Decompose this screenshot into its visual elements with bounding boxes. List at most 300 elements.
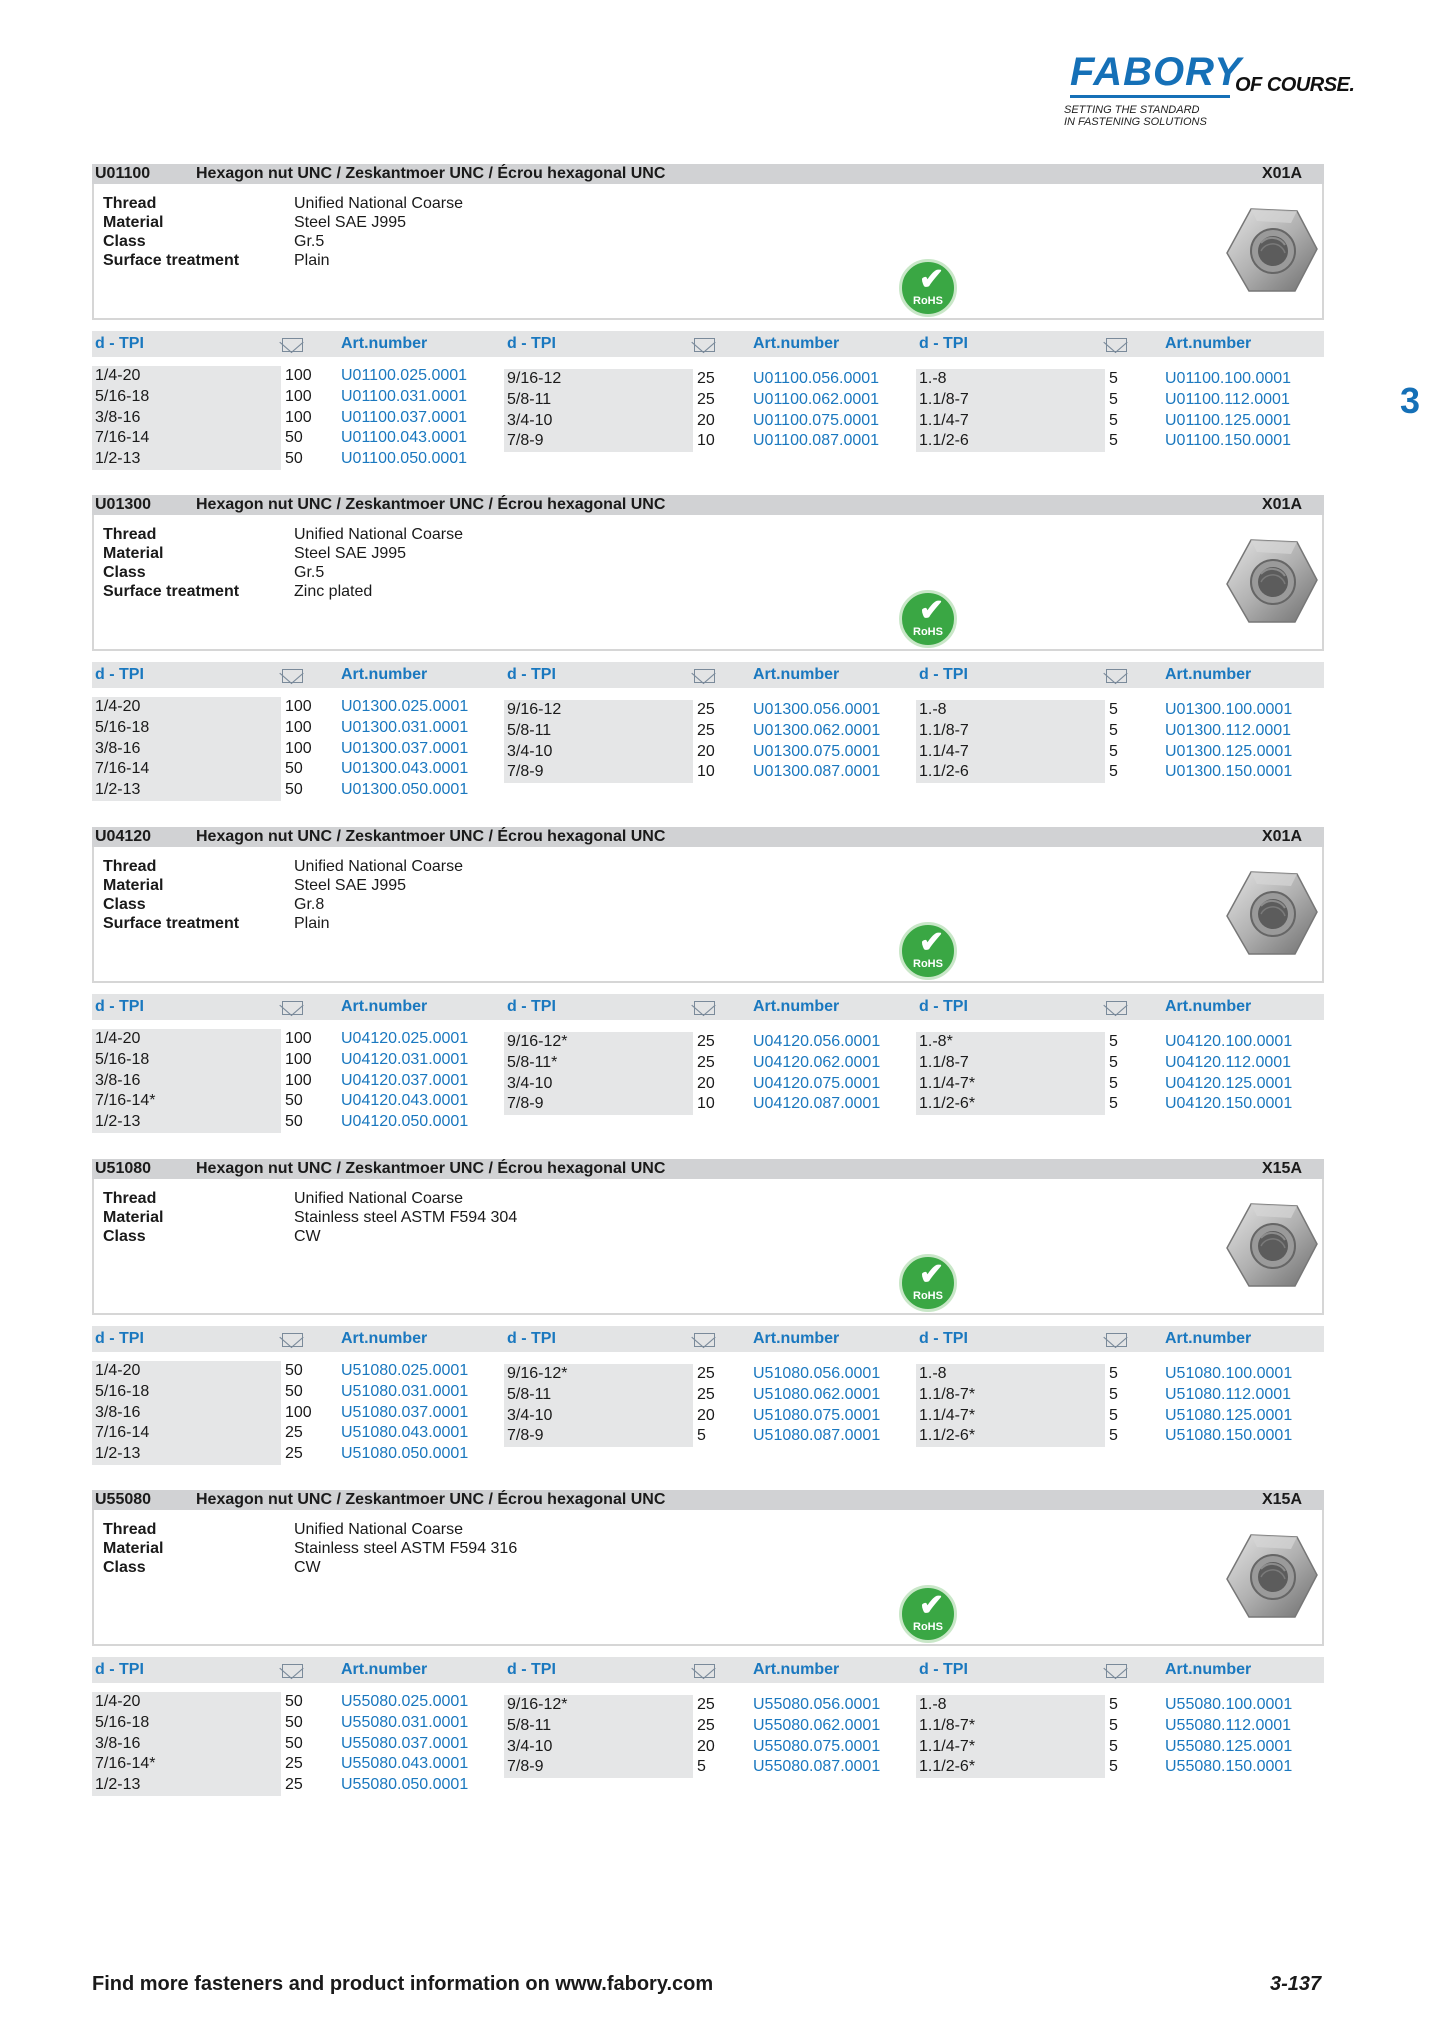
article-number-link[interactable]: U01300.025.0001 [341,698,469,715]
pack-qty-cell: 100 [285,718,312,736]
pack-qty-cell: 25 [285,1424,303,1442]
product-code: U01100 [95,165,151,182]
spec-value: Steel SAE J995 [294,214,407,231]
article-number-link[interactable]: U55080.056.0001 [753,1696,881,1713]
spec-value: Gr.8 [294,896,325,913]
pack-qty-cell: 5 [1109,370,1118,387]
pack-qty-cell: 100 [285,367,312,384]
column-header-size: d - TPI [507,666,556,683]
size-cell: 9/16-12* [507,1365,568,1382]
section-header [92,164,1324,184]
article-number-link[interactable]: U55080.150.0001 [1165,1758,1293,1776]
envelope-icon [694,1001,715,1015]
article-number-link[interactable]: U01300.056.0001 [753,701,881,718]
pack-qty-cell: 5 [1109,1385,1118,1403]
size-cell: 1.1/2-6 [919,432,969,450]
product-section [92,164,1324,484]
pack-qty-cell: 5 [1109,1696,1118,1713]
article-number-link[interactable]: U01100.050.0001 [341,450,468,468]
column-header-article: Art.number [341,998,428,1015]
pack-qty-cell: 100 [285,1071,312,1089]
column-header-size: d - TPI [507,1661,556,1678]
article-number-link[interactable]: U04120.062.0001 [753,1053,881,1071]
size-cell: 3/8-16 [95,739,141,757]
pack-qty-cell: 5 [1109,1716,1118,1734]
article-number-link[interactable]: U51080.075.0001 [753,1406,881,1424]
product-code: U51080 [95,1160,152,1177]
spec-label: Material [103,1540,164,1557]
article-number-link[interactable]: U51080.100.0001 [1165,1365,1293,1382]
article-number-link[interactable]: U51080.025.0001 [341,1362,469,1379]
article-number-link[interactable]: U01300.037.0001 [341,739,469,757]
product-title: Hexagon nut UNC / Zeskantmoer UNC / Écrou hexagonal UNC [196,1160,666,1177]
article-number-link[interactable]: U01100.112.0001 [1165,390,1290,408]
article-number-link[interactable]: U51080.125.0001 [1165,1406,1293,1424]
product-code: U55080 [95,1491,152,1508]
spec-label: Thread [103,195,157,212]
column-header-size: d - TPI [919,1661,968,1678]
pack-qty-cell: 100 [285,408,312,426]
article-number-link[interactable]: U55080.075.0001 [753,1737,881,1755]
article-number-link[interactable]: U01100.056.0001 [753,370,880,387]
size-cell: 1/2-13 [95,781,141,799]
size-cell: 1.1/2-6* [919,1427,976,1445]
size-cell: 1.1/2-6* [919,1758,976,1776]
spec-box [92,1179,1324,1315]
catalog-code: X01A [1261,165,1302,182]
rohs-badge [899,1585,957,1643]
size-cell: 1.-8 [919,701,947,718]
tagline-line-2: IN FASTENING SOLUTIONS [1064,116,1207,128]
column-header-article: Art.number [341,1661,428,1678]
article-number-link[interactable]: U01100.087.0001 [753,432,880,450]
spec-value: Steel SAE J995 [294,545,407,562]
logo-suffix: OF COURSE. [1235,74,1355,96]
column-header-size: d - TPI [919,335,968,352]
product-section [92,1490,1324,1810]
pack-qty-cell: 50 [285,429,303,447]
product-title: Hexagon nut UNC / Zeskantmoer UNC / Écrou hexagonal UNC [196,496,666,513]
fabory-logo [1060,50,1360,140]
tagline-line-1: SETTING THE STANDARD [1064,104,1200,116]
size-cell: 1/4-20 [95,1362,141,1379]
size-cell: 3/8-16 [95,1403,141,1421]
article-number-link[interactable]: U51080.037.0001 [341,1403,469,1421]
spec-label: Thread [103,858,157,875]
rohs-label: RoHS [913,626,943,638]
spec-box [92,515,1324,651]
article-number-link[interactable]: U55080.087.0001 [753,1758,881,1776]
article-number-link[interactable]: U51080.062.0001 [753,1385,881,1403]
size-cell: 7/16-14* [95,1755,156,1773]
size-cell: 7/16-14* [95,1092,156,1110]
section-header [92,827,1324,847]
pack-qty-cell: 100 [285,1030,312,1047]
product-section [92,495,1324,815]
checkmark-icon: ✔ [919,594,945,627]
size-cell: 7/16-14 [95,760,150,778]
article-number-link[interactable]: U04120.150.0001 [1165,1095,1293,1113]
pack-qty-cell: 5 [1109,742,1118,760]
pack-qty-cell: 25 [697,1053,715,1071]
column-header-size: d - TPI [919,1330,968,1347]
article-number-link[interactable]: U04120.043.0001 [341,1092,469,1110]
pack-qty-cell: 5 [1109,1074,1118,1092]
footer-text: Find more fasteners and product information on www.fabory.com [92,1973,714,1995]
pack-qty-cell: 100 [285,739,312,757]
size-cell: 7/8-9 [507,432,544,450]
size-cell: 1.1/4-7* [919,1074,976,1092]
column-header-article: Art.number [1165,666,1252,683]
size-cell: 1/2-13 [95,1113,141,1131]
spec-value: CW [294,1228,321,1245]
pack-qty-cell: 25 [697,370,715,387]
spec-value: Unified National Coarse [294,1190,463,1207]
article-number-link[interactable]: U01100.031.0001 [341,387,468,405]
size-cell: 1/4-20 [95,367,141,384]
rohs-label: RoHS [913,1290,943,1302]
size-cell: 5/16-18 [95,387,150,405]
pack-qty-cell: 50 [285,1734,303,1752]
article-number-link[interactable]: U01100.125.0001 [1165,411,1292,429]
spec-label: Thread [103,1190,157,1207]
envelope-icon [282,669,303,683]
table-header [92,662,1324,688]
article-number-link[interactable]: U01300.100.0001 [1165,701,1293,718]
catalog-code: X15A [1261,1491,1302,1508]
column-header-article: Art.number [1165,335,1252,352]
checkmark-icon: ✔ [919,926,945,959]
hex-nut-image [1221,1196,1321,1296]
size-cell: 9/16-12 [507,701,562,718]
pack-qty-cell: 25 [697,1385,715,1403]
size-cell: 3/8-16 [95,1071,141,1089]
size-cell: 5/8-11 [507,390,552,408]
envelope-icon [1106,1001,1127,1015]
spec-label: Class [103,1228,146,1245]
pack-qty-cell: 5 [697,1427,706,1445]
product-title: Hexagon nut UNC / Zeskantmoer UNC / Écrou hexagonal UNC [196,1491,666,1508]
article-number-link[interactable]: U01300.075.0001 [753,742,881,760]
section-header [92,1490,1324,1510]
section-header [92,495,1324,515]
spec-value: Plain [294,252,330,269]
size-cell: 1/2-13 [95,1776,141,1794]
hex-nut-image [1221,864,1321,964]
pack-qty-cell: 50 [285,1092,303,1110]
pack-qty-cell: 50 [285,1693,303,1710]
pack-qty-cell: 25 [697,1696,715,1713]
pack-qty-cell: 25 [697,1365,715,1382]
article-number-link[interactable]: U55080.062.0001 [753,1716,881,1734]
spec-label: Material [103,877,164,894]
product-section [92,1159,1324,1479]
column-header-article: Art.number [1165,998,1252,1015]
size-cell: 5/8-11* [507,1053,558,1071]
column-header-size: d - TPI [507,1330,556,1347]
spec-value: Zinc plated [294,583,373,600]
size-cell: 7/16-14 [95,429,150,447]
product-title: Hexagon nut UNC / Zeskantmoer UNC / Écrou hexagonal UNC [196,828,666,845]
spec-value: Unified National Coarse [294,1521,463,1538]
article-number-link[interactable]: U01300.043.0001 [341,760,469,778]
column-header-size: d - TPI [95,335,144,352]
rohs-label: RoHS [913,958,943,970]
article-number-link[interactable]: U55080.100.0001 [1165,1696,1293,1713]
hex-nut-image [1221,201,1321,301]
pack-qty-cell: 5 [1109,1053,1118,1071]
size-cell: 5/8-11 [507,1385,552,1403]
size-cell: 1.1/4-7 [919,742,969,760]
column-header-article: Art.number [341,335,428,352]
size-cell: 1/4-20 [95,698,141,715]
size-cell: 9/16-12 [507,370,562,387]
article-number-link[interactable]: U04120.050.0001 [341,1113,469,1131]
size-cell: 3/4-10 [507,1737,553,1755]
article-number-link[interactable]: U01300.031.0001 [341,718,469,736]
column-header-size: d - TPI [95,998,144,1015]
spec-box [92,184,1324,320]
size-cell: 3/4-10 [507,411,553,429]
pack-qty-cell: 50 [285,1362,303,1379]
article-number-link[interactable]: U55080.043.0001 [341,1755,469,1773]
spec-value: Stainless steel ASTM F594 304 [294,1209,518,1226]
size-cell: 5/16-18 [95,1713,150,1731]
article-number-link[interactable]: U04120.037.0001 [341,1071,469,1089]
pack-qty-cell: 25 [285,1776,303,1794]
product-code: U01300 [95,496,152,513]
pack-qty-cell: 50 [285,1713,303,1731]
size-cell: 9/16-12* [507,1696,568,1713]
size-cell: 1.1/8-7* [919,1385,976,1403]
pack-qty-cell: 5 [1109,1095,1118,1113]
checkmark-icon: ✔ [919,263,945,296]
size-cell: 1.1/2-6 [919,763,969,781]
table-header [92,994,1324,1020]
size-cell: 3/8-16 [95,408,141,426]
article-number-link[interactable]: U01100.025.0001 [341,367,468,384]
spec-label: Surface treatment [103,583,240,600]
spec-box [92,1510,1324,1646]
size-cell: 3/4-10 [507,742,553,760]
spec-label: Material [103,214,164,231]
size-cell: 1.-8 [919,370,947,387]
column-header-size: d - TPI [95,666,144,683]
pack-qty-cell: 25 [697,701,715,718]
pack-qty-cell: 5 [1109,390,1118,408]
article-number-link[interactable]: U51080.043.0001 [341,1424,469,1442]
article-number-link[interactable]: U04120.031.0001 [341,1050,469,1068]
article-number-link[interactable]: U55080.037.0001 [341,1734,469,1752]
pack-qty-cell: 5 [1109,1758,1118,1776]
column-header-article: Art.number [341,666,428,683]
product-section [92,827,1324,1147]
spec-value: Gr.5 [294,564,325,581]
pack-qty-cell: 100 [285,698,312,715]
article-number-link[interactable]: U01100.075.0001 [753,411,880,429]
pack-qty-cell: 10 [697,432,715,450]
size-cell: 1/4-20 [95,1693,141,1710]
size-cell: 5/16-18 [95,1382,150,1400]
pack-qty-cell: 20 [697,742,715,760]
article-number-link[interactable]: U04120.025.0001 [341,1030,469,1047]
page-number: 3-137 [1270,1973,1322,1995]
envelope-icon [1106,1664,1127,1678]
article-number-link[interactable]: U55080.125.0001 [1165,1737,1293,1755]
table-header [92,1326,1324,1352]
size-cell: 1/2-13 [95,1445,141,1463]
column-header-article: Art.number [753,1330,840,1347]
hex-nut-image [1221,532,1321,632]
envelope-icon [1106,669,1127,683]
catalog-code: X15A [1261,1160,1302,1177]
article-number-link[interactable]: U01100.037.0001 [341,408,468,426]
pack-qty-cell: 50 [285,1382,303,1400]
size-cell: 3/8-16 [95,1734,141,1752]
size-cell: 7/8-9 [507,1758,544,1776]
size-cell: 7/8-9 [507,763,544,781]
spec-value: CW [294,1559,321,1576]
article-number-link[interactable]: U01300.062.0001 [753,721,881,739]
envelope-icon [282,1001,303,1015]
section-header [92,1159,1324,1179]
column-header-article: Art.number [1165,1661,1252,1678]
size-cell: 9/16-12* [507,1033,568,1050]
column-header-article: Art.number [341,1330,428,1347]
spec-label: Class [103,1559,146,1576]
article-number-link[interactable]: U04120.087.0001 [753,1095,881,1113]
size-cell: 5/8-11 [507,1716,552,1734]
spec-value: Stainless steel ASTM F594 316 [294,1540,518,1557]
catalog-code: X01A [1261,496,1302,513]
pack-qty-cell: 20 [697,1074,715,1092]
size-cell: 1.1/4-7* [919,1737,976,1755]
pack-qty-cell: 5 [1109,763,1118,781]
pack-qty-cell: 25 [697,390,715,408]
pack-qty-cell: 5 [1109,1427,1118,1445]
size-cell: 7/16-14 [95,1424,150,1442]
envelope-icon [694,1333,715,1347]
size-cell: 1.1/8-7 [919,1053,969,1071]
pack-qty-cell: 50 [285,1113,303,1131]
article-number-link[interactable]: U01300.125.0001 [1165,742,1293,760]
article-number-link[interactable]: U01100.062.0001 [753,390,880,408]
rohs-badge [899,922,957,980]
spec-label: Thread [103,526,157,543]
size-cell: 1.1/8-7* [919,1716,976,1734]
rohs-label: RoHS [913,295,943,307]
size-cell: 1.-8* [919,1033,953,1050]
article-number-link[interactable]: U04120.100.0001 [1165,1033,1293,1050]
article-number-link[interactable]: U51080.031.0001 [341,1382,469,1400]
checkmark-icon: ✔ [919,1589,945,1622]
article-number-link[interactable]: U01100.100.0001 [1165,370,1292,387]
envelope-icon [282,1664,303,1678]
size-cell: 1.1/8-7 [919,390,969,408]
spec-label: Class [103,564,146,581]
article-number-link[interactable]: U01100.043.0001 [341,429,468,447]
size-cell: 1.-8 [919,1365,947,1382]
pack-qty-cell: 5 [1109,721,1118,739]
article-number-link[interactable]: U01100.150.0001 [1165,432,1292,450]
article-number-link[interactable]: U51080.087.0001 [753,1427,881,1445]
article-number-link[interactable]: U55080.025.0001 [341,1693,469,1710]
size-cell: 1/2-13 [95,450,141,468]
article-number-link[interactable]: U55080.050.0001 [341,1776,469,1794]
spec-label: Surface treatment [103,252,240,269]
column-header-size: d - TPI [919,666,968,683]
article-number-link[interactable]: U04120.125.0001 [1165,1074,1293,1092]
article-number-link[interactable]: U55080.031.0001 [341,1713,469,1731]
envelope-icon [1106,338,1127,352]
size-cell: 1/4-20 [95,1030,141,1047]
column-header-size: d - TPI [95,1661,144,1678]
rohs-badge [899,259,957,317]
column-header-article: Art.number [753,1661,840,1678]
pack-qty-cell: 25 [285,1445,303,1463]
article-number-link[interactable]: U01300.150.0001 [1165,763,1293,781]
spec-value: Unified National Coarse [294,195,463,212]
pack-qty-cell: 5 [1109,1033,1118,1050]
pack-qty-cell: 50 [285,781,303,799]
article-number-link[interactable]: U51080.112.0001 [1165,1385,1292,1403]
table-header [92,1657,1324,1683]
article-number-link[interactable]: U51080.150.0001 [1165,1427,1293,1445]
article-number-link[interactable]: U01300.050.0001 [341,781,469,799]
article-number-link[interactable]: U51080.050.0001 [341,1445,469,1463]
article-number-link[interactable]: U01300.087.0001 [753,763,881,781]
pack-qty-cell: 5 [1109,701,1118,718]
article-number-link[interactable]: U01300.112.0001 [1165,721,1292,739]
size-cell: 3/4-10 [507,1406,553,1424]
pack-qty-cell: 100 [285,387,312,405]
pack-qty-cell: 10 [697,1095,715,1113]
envelope-icon [1106,1333,1127,1347]
article-number-link[interactable]: U04120.056.0001 [753,1033,881,1050]
pack-qty-cell: 25 [697,721,715,739]
size-cell: 1.1/8-7 [919,721,969,739]
size-cell: 7/8-9 [507,1095,544,1113]
checkmark-icon: ✔ [919,1258,945,1291]
article-number-link[interactable]: U51080.056.0001 [753,1365,881,1382]
column-header-article: Art.number [753,998,840,1015]
hex-nut-image [1221,1527,1321,1627]
spec-label: Surface treatment [103,915,240,932]
logo-tagline [1064,104,1207,128]
size-cell: 5/16-18 [95,718,150,736]
pack-qty-cell: 25 [697,1716,715,1734]
envelope-icon [694,1664,715,1678]
article-number-link[interactable]: U55080.112.0001 [1165,1716,1292,1734]
pack-qty-cell: 50 [285,760,303,778]
envelope-icon [694,338,715,352]
pack-qty-cell: 5 [1109,1406,1118,1424]
column-header-size: d - TPI [919,998,968,1015]
column-header-size: d - TPI [507,335,556,352]
spec-box [92,847,1324,983]
article-number-link[interactable]: U04120.112.0001 [1165,1053,1292,1071]
envelope-icon [282,338,303,352]
column-header-size: d - TPI [507,998,556,1015]
column-header-article: Art.number [753,335,840,352]
column-header-article: Art.number [753,666,840,683]
spec-label: Material [103,545,164,562]
article-number-link[interactable]: U04120.075.0001 [753,1074,881,1092]
chapter-tab: 3 [1400,380,1421,421]
pack-qty-cell: 5 [1109,1737,1118,1755]
rohs-badge [899,1254,957,1312]
pack-qty-cell: 50 [285,450,303,468]
